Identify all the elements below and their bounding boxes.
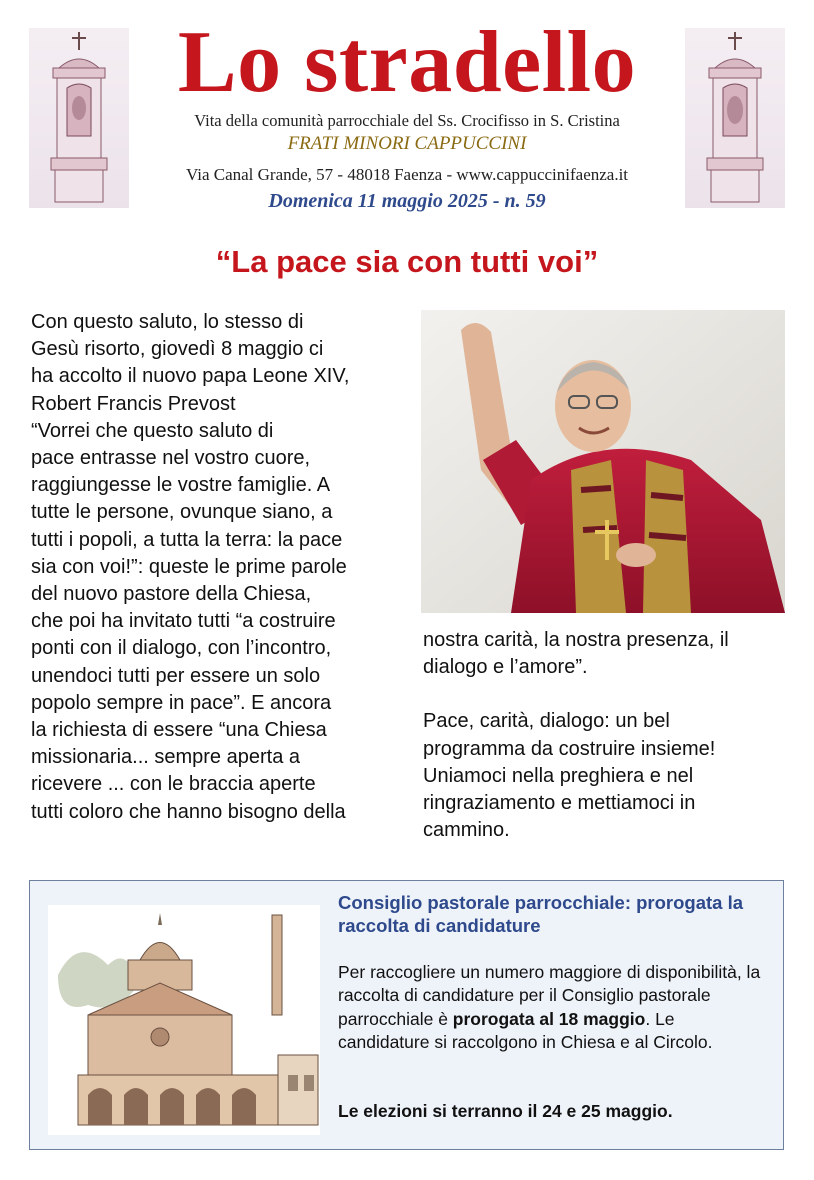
text-line: nostra carità, la nostra presenza, il [423,629,729,651]
text-line: pace entrasse nel vostro cuore, [31,447,311,470]
text-line: dialogo e l’amore”. [423,656,588,679]
address-line: Via Canal Grande, 57 - 48018 Faenza - www.cappuccinifaenza.it [185,165,629,184]
text-line: ringraziamento e mettiamoci in [423,792,696,815]
pope-photo [421,310,785,613]
text-line: “Vorrei che questo saluto di [31,419,274,442]
text-line: Robert Francis Prevost [31,392,236,415]
order-name: FRATI MINORI CAPPUCCINI [287,133,527,154]
shrine-illustration-left [29,28,129,208]
notice-text: . Le candidature si raccolgono in Chiesa e al Circolo. [338,1008,713,1053]
notice-deadline: prorogata al 18 maggio [452,1008,646,1029]
text-line: tutti i popoli, a tutta la terra: la pace [31,528,343,551]
notice-body [338,961,768,1055]
notice-text: Per raccogliere un numero maggiore di disponibilità, la raccolta di candidature per il Consiglio pastorale parrocchiale è [338,962,761,1029]
text-line: ponti con il dialogo, con l’incontro, [31,637,332,660]
text-line: tutti coloro che hanno bisogno della [31,800,346,823]
text-line: unendoci tutti per essere un solo [31,664,321,687]
text-line: Pace, carità, dialogo: un bel [423,710,670,733]
text-line: tutte le persone, ovunque siano, a [31,501,333,524]
text-line: che poi ha invitato tutti “a costruire [31,610,336,633]
text-line: programma da costruire insieme! [423,737,716,760]
shrine-illustration-right [685,28,785,208]
church-illustration [48,905,320,1135]
text-line: del nuovo pastore della Chiesa, [31,583,312,606]
text-line: Uniamoci nella preghiera e nel [423,764,694,787]
article-right-column [423,627,788,844]
text-line: Gesù risorto, giovedì 8 maggio ci [31,338,324,361]
issue-date: Domenica 11 maggio 2025 - n. 59 [268,190,546,212]
text-line: sia con voi!”: queste le prime parole [31,555,347,578]
text-line: ha accolto il nuovo papa Leone XIV, [31,365,350,388]
notice-box [29,880,784,1150]
article-left-column [31,309,401,826]
newsletter-subtitle: Vita della comunità parrocchiale del Ss. Crocifisso in S. Cristina [194,111,620,130]
article-headline: “La pace sia con tutti voi” [215,244,599,279]
text-line: popolo sempre in pace”. E ancora [31,691,332,714]
text-line: la richiesta di essere “una Chiesa [31,719,327,742]
text-line: Con questo saluto, lo stesso di [31,311,304,333]
newsletter-title: Lo stradello [177,14,637,111]
election-dates: Le elezioni si terranno il 24 e 25 maggio. [338,1101,673,1121]
text-line: ricevere ... con le braccia aperte [31,773,316,796]
text-line: raggiungesse le vostre famiglie. A [31,474,331,497]
notice-title: Consiglio pastorale parrocchiale: prorogata la raccolta di candidature [338,892,744,936]
notice-paragraph [338,961,768,1055]
text-line: cammino. [423,819,510,842]
paragraph-gap [423,681,788,708]
text-line: missionaria... sempre aperta a [31,746,301,769]
